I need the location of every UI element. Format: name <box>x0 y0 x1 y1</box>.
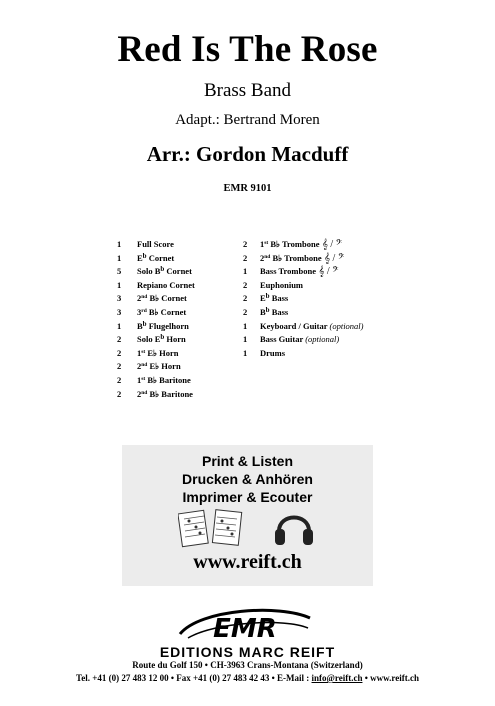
part-name: Keyboard / Guitar (optional) <box>260 320 364 331</box>
part-quantity: 5 <box>117 266 122 277</box>
part-quantity: 2 <box>117 361 122 372</box>
part-quantity: 2 <box>243 306 248 317</box>
svg-text:EMR: EMR <box>213 614 277 644</box>
headphones-icon <box>272 505 316 549</box>
promo-line-french: Imprimer & Ecouter <box>182 489 313 505</box>
part-name: Solo $B^b$ Cornet <box>137 265 192 277</box>
part-row <box>117 292 247 306</box>
part-row <box>117 374 247 388</box>
part-name: 2nd E♭ Horn <box>137 361 181 372</box>
part-name: Euphonium <box>260 279 303 290</box>
part-row <box>243 333 383 347</box>
ensemble-subtitle: Brass Band <box>203 80 292 101</box>
part-name: $E^b$ Bass <box>260 292 289 304</box>
website-url[interactable]: www.reift.ch <box>193 551 302 573</box>
publisher-address: Route du Golf 150 • CH-3963 Crans-Montana (Switzerland) <box>132 660 363 670</box>
part-row <box>117 279 247 293</box>
part-quantity: 1 <box>243 266 248 277</box>
part-quantity: 2 <box>243 279 248 290</box>
part-row <box>117 265 247 279</box>
part-row <box>117 320 247 334</box>
promo-line-german: Drucken & Anhören <box>182 471 313 487</box>
part-row <box>117 252 247 266</box>
part-name: 2nd B♭ Cornet <box>137 293 187 304</box>
part-quantity: 1 <box>117 239 122 249</box>
promo-line-english: Print & Listen <box>201 453 293 469</box>
clef-icon: 𝄞 / 𝄢 <box>321 252 345 264</box>
contact-website: • www.reift.ch <box>362 673 419 683</box>
part-row <box>243 320 383 334</box>
adaptation-credit: Adapt.: Bertrand Moren <box>175 112 320 128</box>
part-name: $E^b$ Cornet <box>137 251 175 263</box>
part-name: $B^b$ Flugelhorn <box>137 319 189 331</box>
part-row <box>243 347 383 361</box>
part-quantity: 1 <box>117 252 122 263</box>
part-row <box>117 306 247 320</box>
part-name: 1st E♭ Horn <box>137 347 179 358</box>
arranger-credit: Arr.: Gordon Macduff <box>146 142 349 166</box>
page-title: Red Is The Rose <box>117 29 378 70</box>
part-name: 3rd B♭ Cornet <box>137 306 187 317</box>
part-quantity: 2 <box>117 374 122 385</box>
part-row <box>117 347 247 361</box>
publisher-contact <box>0 673 495 683</box>
part-row <box>243 252 383 266</box>
part-name: Repiano Cornet <box>137 279 195 290</box>
part-quantity: 2 <box>243 252 248 263</box>
part-name: Solo $E^b$ Horn <box>137 333 186 345</box>
part-quantity: 2 <box>117 334 122 345</box>
part-name: 1st B♭ Baritone <box>137 374 191 385</box>
part-row <box>243 292 383 306</box>
email-link[interactable]: info@reift.ch <box>311 673 363 683</box>
print-listen-box <box>122 445 373 586</box>
part-quantity: 2 <box>243 293 248 304</box>
part-name: Drums <box>260 347 286 358</box>
part-row <box>117 333 247 347</box>
part-quantity: 1 <box>117 320 122 331</box>
clef-icon: 𝄞 / 𝄢 <box>319 239 343 250</box>
part-quantity: 3 <box>117 306 122 317</box>
part-quantity: 1 <box>243 347 248 358</box>
part-name: 2nd B♭ Baritone <box>137 388 193 399</box>
part-row <box>243 279 383 293</box>
part-quantity: 2 <box>117 347 122 358</box>
part-name: Bass Trombone 𝄞 / 𝄢 <box>260 266 339 278</box>
parts-list-right <box>243 238 383 360</box>
part-quantity: 1 <box>243 334 248 345</box>
part-name: $B^b$ Bass <box>260 305 289 317</box>
part-quantity: 2 <box>243 239 248 249</box>
part-row <box>117 238 247 252</box>
part-name: Full Score <box>137 239 174 249</box>
part-quantity: 2 <box>117 388 122 399</box>
part-quantity: 1 <box>117 279 122 290</box>
publisher-brand: EDITIONS MARC REIFT <box>159 644 336 660</box>
parts-list-left <box>117 238 247 401</box>
part-name: Bass Guitar (optional) <box>260 334 340 345</box>
part-row <box>243 265 383 279</box>
part-row <box>117 388 247 402</box>
part-row <box>243 238 383 252</box>
sheet-music-icon <box>178 508 244 548</box>
part-quantity: 1 <box>243 320 248 331</box>
clef-icon: 𝄞 / 𝄢 <box>315 266 339 278</box>
catalog-code: EMR 9101 <box>223 183 272 194</box>
part-name: 1st B♭ Trombone 𝄞 / 𝄢 <box>260 239 343 250</box>
emr-logo-icon <box>170 604 320 644</box>
part-row <box>117 360 247 374</box>
part-quantity: 3 <box>117 293 122 304</box>
part-row <box>243 306 383 320</box>
part-name: 2nd B♭ Trombone 𝄞 / 𝄢 <box>260 252 345 264</box>
contact-phone-fax: Tel. +41 (0) 27 483 12 00 • Fax +41 (0) 27 483 42 43 • E-Mail : <box>76 673 312 683</box>
